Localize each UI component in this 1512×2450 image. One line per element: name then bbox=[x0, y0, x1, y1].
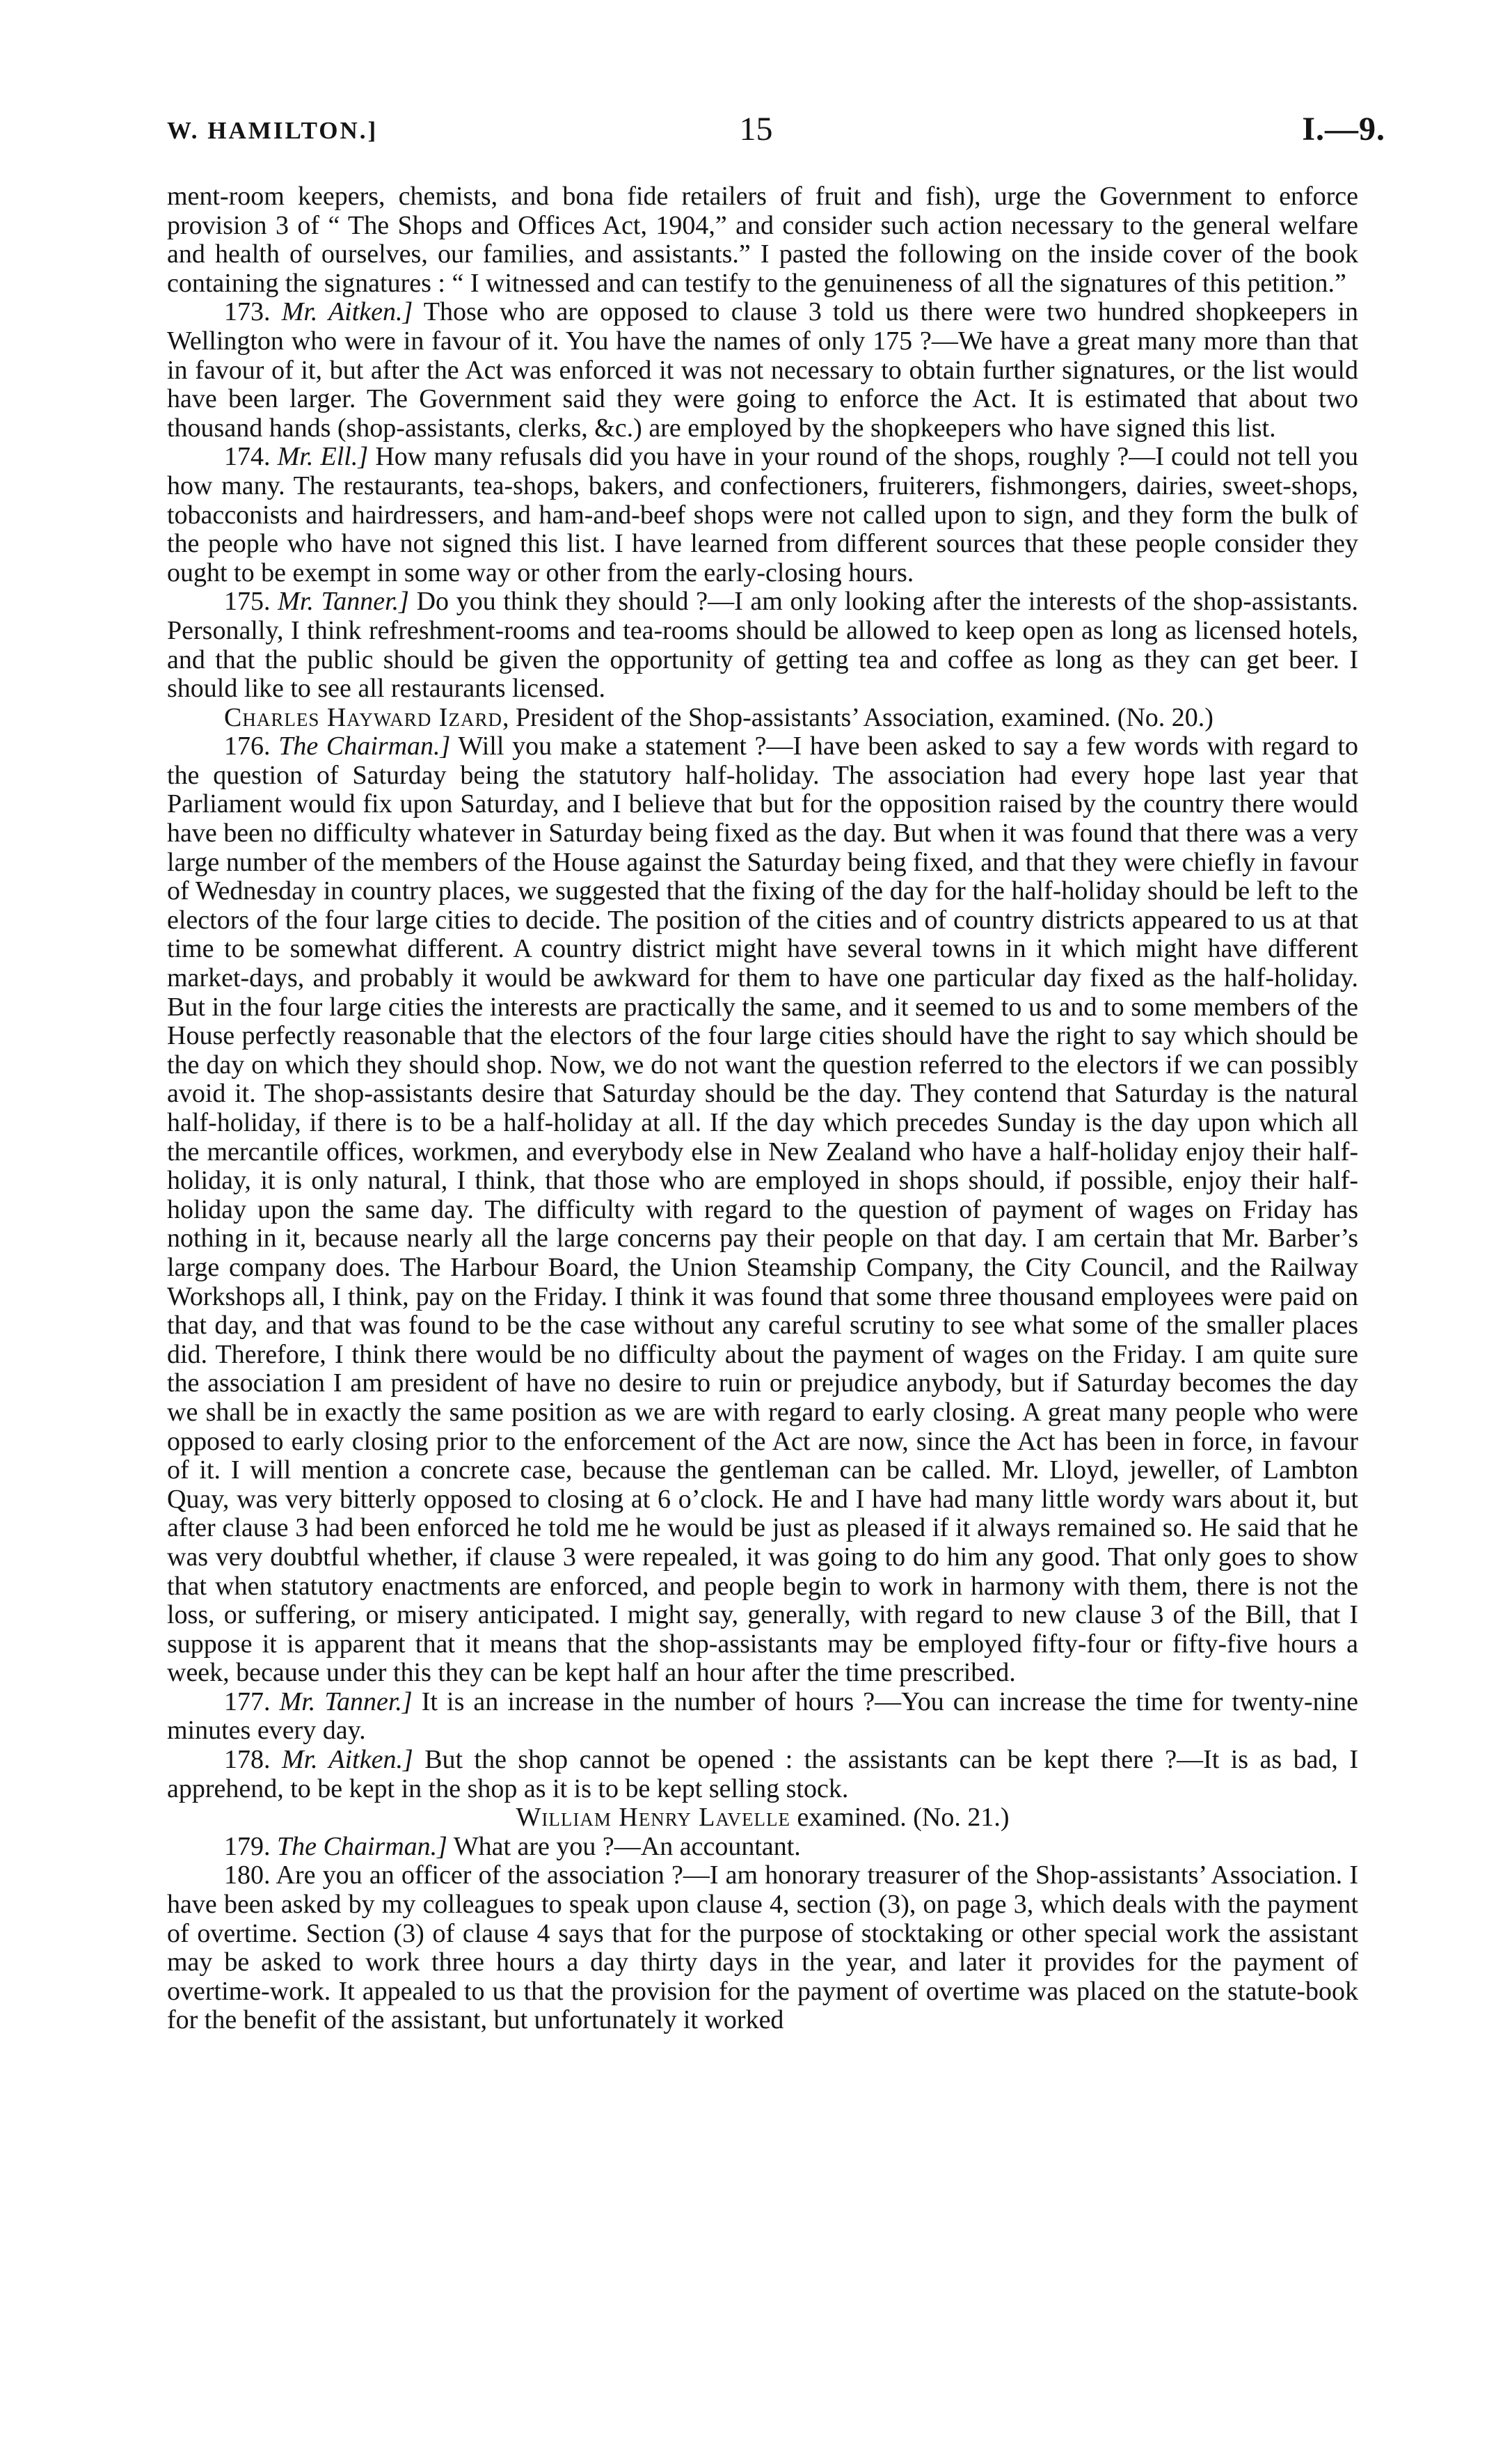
speaker: Mr. Aitken.] bbox=[281, 1745, 413, 1775]
question-number: 178. bbox=[224, 1745, 271, 1775]
header-witness: W. HAMILTON.] bbox=[167, 117, 379, 144]
page-number: 15 bbox=[739, 111, 773, 148]
speaker: Mr. Tanner.] bbox=[279, 1686, 413, 1716]
witness-name: Charles Hayward Izard bbox=[224, 702, 502, 732]
question-180 bbox=[167, 1861, 1358, 2035]
question-text: Will you make a statement ?—I have been asked to say a few words with regard to the question of Saturday being the statutory half-holiday. The association had every hope last year that Parliament would fix upon Saturday, and I believe that but for the opposition raised by the country there would have been no difficulty whatever in Saturday being fixed as the day. But when it was found that there was a very large number of the members of the House against the Saturday being fixed, and that they were chiefly in favour of Wednesday in country places, we suggested that the fixing of the day for the half-holiday should be left to the electors of the four large cities to decide. The position of the cities and of country districts appeared to us at that time to be somewhat different. A country district might have several towns in it which might have different market-days, and probably it would be awkward for them to have one particular day fixed as the half-holiday. But in the four large cities the interests are practically the same, and it seemed to us and to some members of the House perfectly reasonable that the electors of the four large cities should have the right to say which should be the day on which they should shop. Now, we do not want the question referred to the electors if we can possibly avoid it. The shop-assistants desire that Saturday should be the day. They contend that Saturday is the natural half-holiday, if there is to be a half-holiday at all. If the day which precedes Sunday is the day upon which all the mercantile offices, workmen, and everybody else in New Zealand who have a half-holiday enjoy their half-holiday, it is only natural, I think, that those who are employed in shops should, if possible, enjoy their half-holiday upon the same day. The difficulty with regard to the question of payment of wages on Friday has nothing in it, because nearly all the large concerns pay their people on that day. I am certain that Mr. Barber’s large company does. The Harbour Board, the Union Steamship Company, the City Council, and the Railway Workshops all, I think, pay on the Friday. I think it was found that some three thousand employees were paid on that day, and that was found to be the case without any careful scrutiny to see what some of the smaller places did. Therefore, I think there would be no difficulty about the payment of wages on the Friday. I am quite sure the association I am president of have no desire to ruin or prejudice anybody, but if Saturday becomes the day we shall be in exactly the same position as we are with regard to early closing. A great many people who were opposed to early closing prior to the enforcement of the Act are now, since the Act has been in force, in favour of it. I will mention a concrete case, because the gentleman can be called. Mr. Lloyd, jeweller, of Lambton Quay, was very bitterly opposed to closing at 6 o’clock. He and I have had many little wordy wars about it, but after clause 3 had been enforced he told me he would be just as pleased if it always remained so. He said that he was very doubtful whether, if clause 3 were repealed, it was going to do him any good. That only goes to show that when statutory enactments are enforced, and people begin to work in harmony with them, there is not the loss, or suffering, or misery anticipated. I might say, generally, with regard to new clause 3 of the Bill, that I suppose it is apparent that it means that the shop-assistants may be employed fifty-four or fifty-five hours a week, because under this they can be kept half an hour after the time prescribed. bbox=[167, 732, 1359, 1688]
page-body bbox=[167, 182, 1358, 2035]
speaker: The Chairman.] bbox=[278, 732, 451, 761]
question-174 bbox=[167, 443, 1358, 587]
speaker: Mr. Aitken.] bbox=[281, 297, 413, 327]
question-text: How many refusals did you have in your round of the shops, roughly ?—I could not tell you how many. The restaurants, tea-shops, bakers, and confectioners, fruiterers, fishmongers, dairies, sweet-shops, tobacconists and hairdressers, and ham-and-beef shops were not called upon to sign, and they form the bulk of the people who have not signed this list. I have learned from different sources that these people consider they ought to be exempt in some way or other from the early-closing hours. bbox=[167, 442, 1359, 587]
question-175 bbox=[167, 587, 1358, 703]
question-number: 177. bbox=[224, 1686, 271, 1716]
question-number: 180. bbox=[224, 1860, 271, 1890]
speaker: Mr. Tanner.] bbox=[278, 587, 409, 617]
question-number: 179. bbox=[224, 1831, 271, 1861]
question-176 bbox=[167, 732, 1358, 1688]
question-179 bbox=[167, 1833, 1358, 1862]
question-number: 173. bbox=[224, 297, 271, 327]
question-177 bbox=[167, 1688, 1358, 1746]
question-number: 176. bbox=[224, 732, 271, 761]
speaker: Mr. Ell.] bbox=[277, 442, 369, 472]
question-text: What are you ?—An accountant. bbox=[447, 1831, 801, 1861]
page-header bbox=[0, 0, 1512, 195]
paragraph-continuation: ment-room keepers, chemists, and bona fide retailers of fruit and fish), urge the Government to enforce provision 3 of “ The Shops and Offices Act, 1904,” and consider such action necessary to the general welfare and health of ourselves, our families, and assistants.” I pasted the following on the inside cover of the book containing the signatures : “ I witnessed and can testify to the genuineness of all the signatures of this petition.” bbox=[167, 182, 1358, 298]
document-reference: I.—9. bbox=[1302, 111, 1385, 148]
speaker: The Chairman.] bbox=[277, 1831, 447, 1861]
witness-name: William Henry Lavelle bbox=[516, 1803, 791, 1833]
question-number: 174. bbox=[224, 442, 271, 472]
question-text: Do you think they should ?—I am only looking after the interests of the shop-assistants. Personally, I think refreshment-rooms and tea-rooms should be allowed to keep open as long as licensed hotels, and that the public should be given the opportunity of getting tea and coffee as long as they can get beer. I should like to see all restaurants licensed. bbox=[167, 587, 1359, 704]
question-text: Those who are opposed to clause 3 told us there were two hundred shopkeepers in Wellington who were in favour of it. You have the names of only 175 ?—We have a great many more than that in favour of it, but after the Act was enforced it was not necessary to obtain further signatures, or the list would have been larger. The Government said they were going to enforce the Act. It is estimated that about two thousand hands (shop-assistants, clerks, &c.) are employed by the shopkeepers who have signed this list. bbox=[167, 297, 1358, 443]
question-text: Are you an officer of the association ?—I am honorary treasurer of the Shop-assistants’ Association. I have been asked by my colleagues to speak upon clause 4, section (3), on page 3, which deals with the payment of overtime. Section (3) of clause 4 says that for the purpose of stocktaking or other special work the assistant may be asked to work three hours a day thirty days in the year, and later it provides for the payment of overtime-work. It appealed to us that the provision for the payment of overtime was placed on the statute-book for the benefit of the assistant, but unfortunately it worked bbox=[167, 1860, 1358, 2035]
question-173 bbox=[167, 298, 1358, 443]
witness-description: examined. (No. 21.) bbox=[790, 1803, 1010, 1833]
question-number: 175. bbox=[224, 587, 271, 617]
question-text: It is an increase in the number of hours ?—You can increase the time for twenty-nine minutes every day. bbox=[167, 1686, 1359, 1746]
question-178 bbox=[167, 1746, 1358, 1803]
question-text: But the shop cannot be opened : the assistants can be kept there ?—It is as bad, I apprehend, to be kept in the shop as it is to be kept selling stock. bbox=[167, 1745, 1359, 1803]
witness-heading-izard bbox=[167, 704, 1358, 733]
witness-heading-lavelle bbox=[167, 1803, 1358, 1833]
witness-description: , President of the Shop-assistants’ Association, examined. (No. 20.) bbox=[502, 702, 1213, 732]
